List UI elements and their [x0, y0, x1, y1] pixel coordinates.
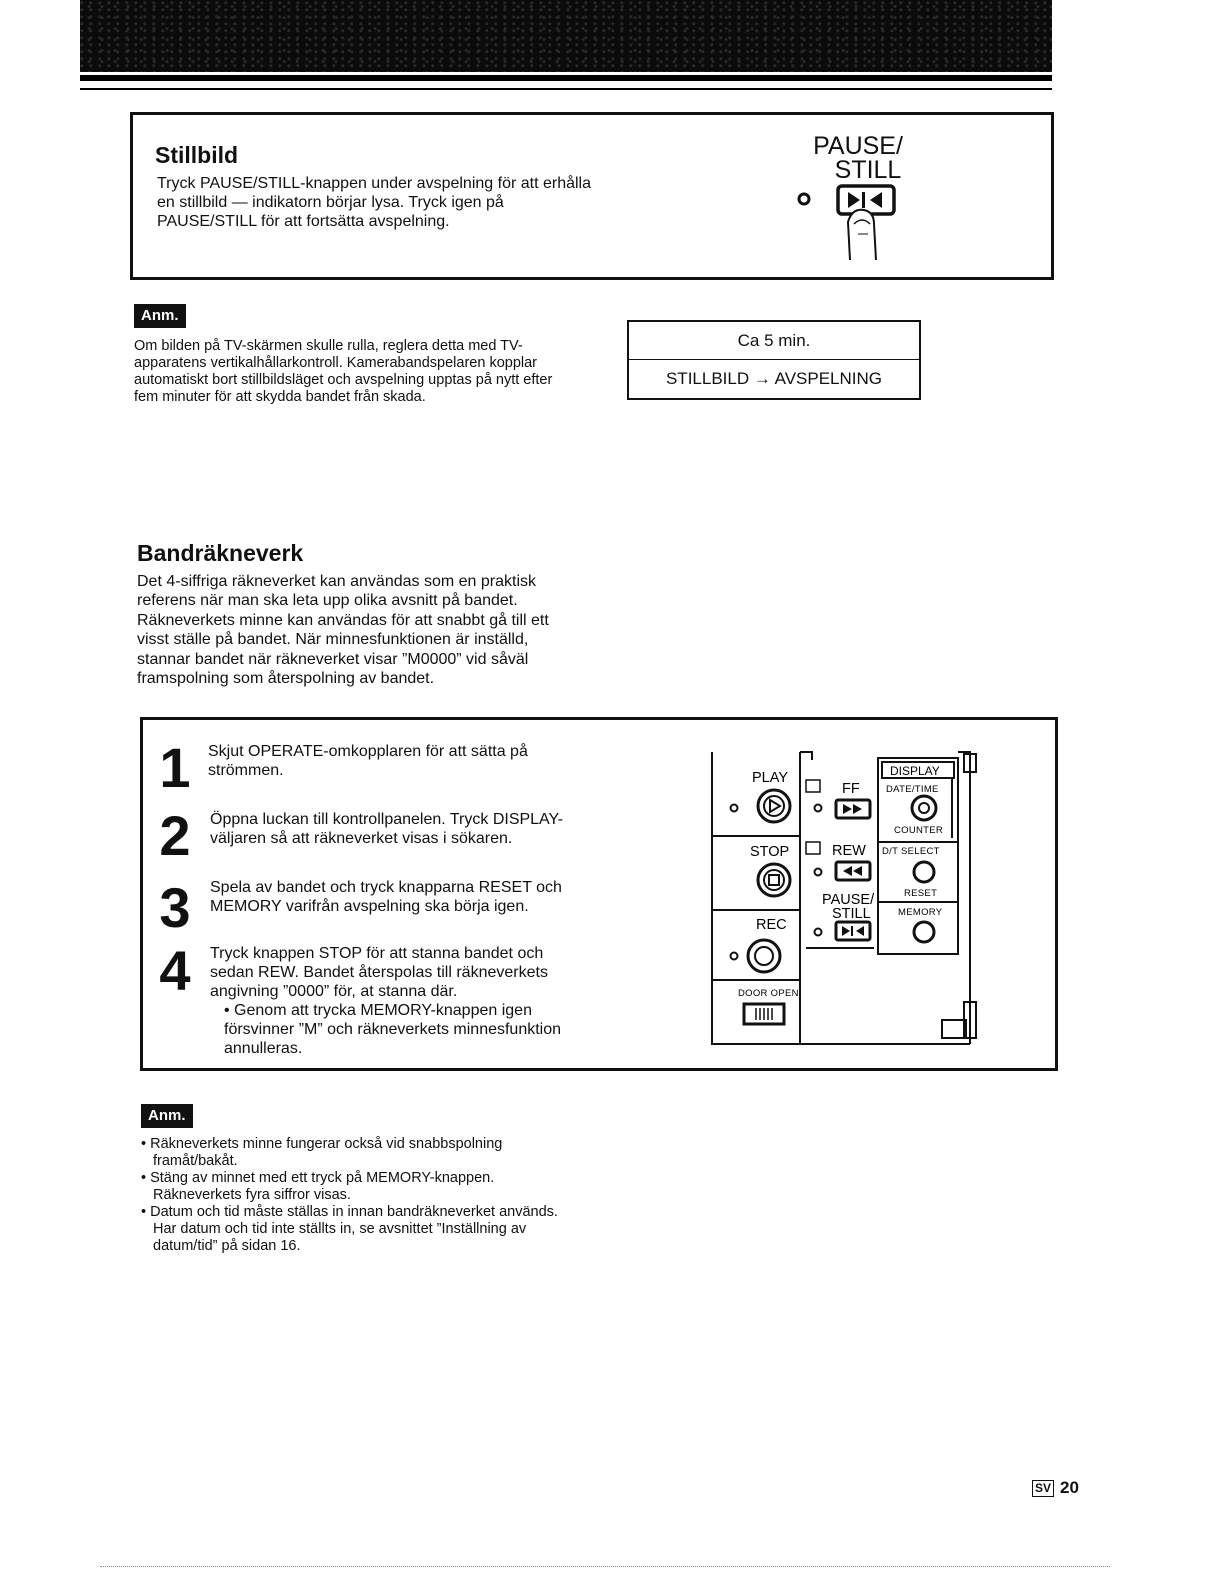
play-label: PLAY	[752, 770, 789, 786]
rew-label: REW	[832, 843, 866, 859]
play-button-icon	[758, 790, 790, 822]
rec-label: REC	[756, 917, 787, 933]
bottom-dotted-rule	[100, 1566, 1110, 1567]
section-title-still: Stillbild	[155, 142, 239, 168]
step-number: 3	[159, 876, 191, 939]
reset-button-icon	[914, 862, 934, 882]
step-text-main: Tryck knappen STOP för att stanna bandet och sedan REW. Bandet återspolas till räkneverkets angivning ”0000” för, at stanna där.	[210, 945, 548, 1000]
counter-description: Det 4-siffriga räkneverket kan användas som en praktisk referens när man ska leta upp olika avsnitt på bandet. Räkneverkets minne kan användas för att snabbt gå till ett visst ställe på bandet. När minnesfunktionen är inställd, stannar bandet när räkneverket visar ”M0000” vid såväl framspolning som återspolning av bandet.	[137, 573, 549, 688]
memory-button-icon	[914, 922, 934, 942]
memory-label: MEMORY	[898, 907, 943, 918]
rec-button-icon	[748, 940, 780, 972]
control-panel-illustration	[708, 748, 978, 1048]
still-description: Tryck PAUSE/STILL-knappen under avspelning för att erhålla en stillbild — indikatorn börjar lysa. Tryck igen på PAUSE/STILL för att fortsätta avspelning.	[157, 175, 591, 230]
header-rule-thin	[80, 88, 1052, 90]
counter-label: COUNTER	[894, 825, 944, 836]
language-badge: SV	[1032, 1480, 1054, 1497]
header-rule	[80, 75, 1052, 81]
ff-label: FF	[842, 781, 860, 797]
play-indicator-icon	[731, 805, 738, 812]
stop-button-icon	[758, 864, 790, 896]
page-footer	[1032, 1478, 1079, 1498]
finger-icon	[848, 210, 876, 260]
display-button-icon	[912, 796, 936, 820]
step-text: Skjut OPERATE-omkopplaren för att sätta på strömmen.	[208, 743, 528, 779]
section-title-counter: Bandräkneverk	[137, 540, 304, 566]
pause-label-line1: PAUSE/	[822, 892, 875, 908]
step-bullet: • Genom att trycka MEMORY-knappen igen försvinner ”M” och räkneverkets minnesfunktion annulleras.	[224, 1002, 562, 1057]
table-row: STILLBILD → AVSPELNING	[665, 369, 883, 388]
step-number: 1	[159, 736, 191, 799]
pause-still-button-illustration	[790, 180, 910, 264]
note-list	[141, 1136, 581, 1255]
note-badge: Anm.	[134, 304, 186, 328]
list-item: • Räkneverkets minne fungerar också vid snabbspolning framåt/bakåt.	[141, 1136, 503, 1169]
door-open-label: DOOR OPEN	[738, 988, 799, 999]
note-text: Om bilden på TV-skärmen skulle rulla, reglera detta med TV-apparatens vertikalhållarkontroll. Kamerabandspelaren kopplar automatiskt bort stillbildsläget och avspelning upptas på nytt efter fem minuter för att skydda bandet från skada.	[134, 338, 553, 405]
ff-symbol-icon	[806, 780, 820, 792]
pause-still-label-line2: STILL	[834, 156, 902, 184]
header-band	[80, 0, 1052, 72]
step-text: Öppna luckan till kontrollpanelen. Tryck DISPLAY-väljaren så att räkneverket visas i sökaren.	[210, 811, 564, 847]
pause-indicator-icon	[815, 929, 822, 936]
rew-symbol-icon	[806, 842, 820, 854]
table-row: Ca 5 min.	[629, 322, 919, 360]
indicator-lamp-icon	[799, 194, 809, 204]
list-item: • Stäng av minnet med ett tryck på MEMORY-knappen. Räkneverkets fyra siffror visas.	[141, 1170, 495, 1203]
still-timing-table	[627, 320, 921, 400]
rec-indicator-icon	[731, 953, 738, 960]
step-number: 2	[159, 804, 191, 867]
stop-label: STOP	[750, 844, 790, 860]
rew-indicator-icon	[815, 869, 822, 876]
step-text: Spela av bandet och tryck knapparna RESET och MEMORY varifrån avspelning ska börja igen.	[210, 879, 562, 915]
list-item: • Datum och tid måste ställas in innan bandräkneverket används. Har datum och tid inte ställts in, se avsnittet ”Inställning av datum/tid” på sidan 16.	[141, 1204, 558, 1254]
dt-select-label: D/T SELECT	[882, 846, 940, 857]
date-time-label: DATE/TIME	[886, 784, 939, 795]
pause-label-line2: STILL	[832, 906, 871, 922]
reset-label: RESET	[904, 888, 938, 899]
display-label: DISPLAY	[890, 764, 940, 778]
step-number: 4	[159, 939, 191, 1002]
step-text	[210, 944, 588, 1058]
note-badge: Anm.	[141, 1104, 193, 1128]
pause-still-label-line1: PAUSE/	[813, 132, 903, 160]
ff-indicator-icon	[815, 805, 822, 812]
page-number: 20	[1060, 1478, 1079, 1497]
